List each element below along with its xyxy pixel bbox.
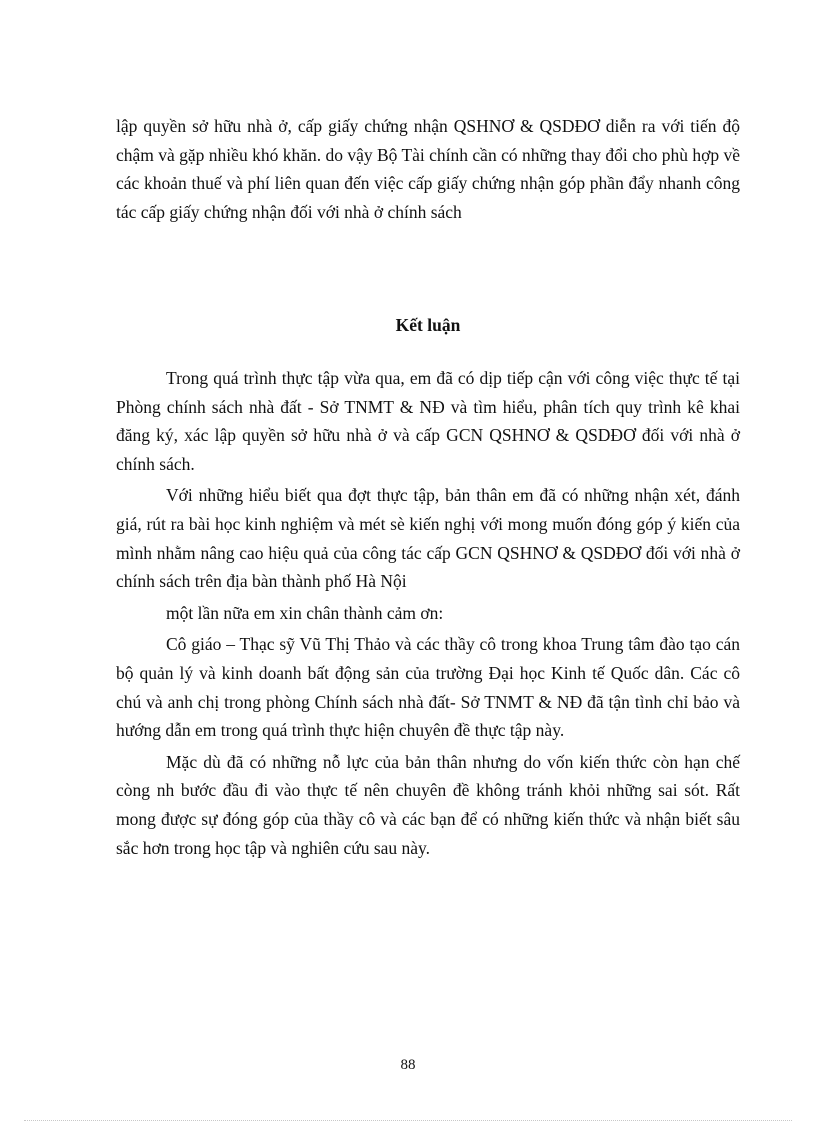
conclusion-text-block: [116, 364, 740, 862]
paragraph-1: Trong quá trình thực tập vừa qua, em đã có dịp tiếp cận với công việc thực tế tại Phòng chính sách nhà đất - Sở TNMT & NĐ và tìm hiểu, phân tích quy trình kê khai đăng ký, xác lập quyền sở hữu nhà ở và cấp GCN QSHNƠ & QSDĐƠ đối với nhà ở chính sách.: [116, 368, 740, 474]
paragraph-3: một lần nữa em xin chân thành cảm ơn:: [166, 602, 444, 623]
section-heading: Kết luận: [395, 315, 461, 335]
continuation-paragraph: lập quyền sở hữu nhà ở, cấp giấy chứng nhận QSHNƠ & QSDĐƠ diễn ra với tiến độ chậm và gặp nhiều khó khăn. do vậy Bộ Tài chính cần có những thay đổi cho phù hợp về các khoản thuế và phí liên quan đến việc cấp giấy chứng nhận góp phần đẩy nhanh công tác cấp giấy chứng nhận đối với nhà ở chính sách: [116, 116, 740, 222]
continuation-text-block: [116, 112, 740, 226]
paragraph-5: Mặc dù đã có những nỗ lực của bản thân nhưng do vốn kiến thức còn hạn chế còng nh bước đầu đi vào thực tế nên chuyên đề không tránh khỏi những sai sót. Rất mong được sự đóng góp của thầy cô và các bạn để có những kiến thức và nhận biết sâu sắc hơn trong học tập và nghiên cứu sau này.: [116, 751, 740, 858]
paragraph-2: Với những hiểu biết qua đợt thực tập, bản thân em đã có những nhận xét, đánh giá, rút ra bài học kinh nghiệm và mét sè kiến nghị với mong muốn đóng góp ý kiến của mình nhằm nâng cao hiệu quả của công tác cấp GCN QSHNƠ & QSDĐƠ đối với nhà ở chính sách trên địa bàn thành phố Hà Nội: [116, 485, 740, 592]
page-bottom-divider: [24, 1120, 792, 1121]
page-number: 88: [400, 1057, 416, 1073]
paragraph-4: Cô giáo – Thạc sỹ Vũ Thị Thảo và các thầy cô trong khoa Trung tâm đào tạo cán bộ quản lý và kinh doanh bất động sản của trường Đại học Kinh tế Quốc dân. Các cô chú và anh chị trong phòng Chính sách nhà đất- Sở TNMT & NĐ đã tận tình chỉ bảo và hướng dẫn em trong quá trình thực hiện chuyên đề thực tập này.: [116, 634, 740, 741]
